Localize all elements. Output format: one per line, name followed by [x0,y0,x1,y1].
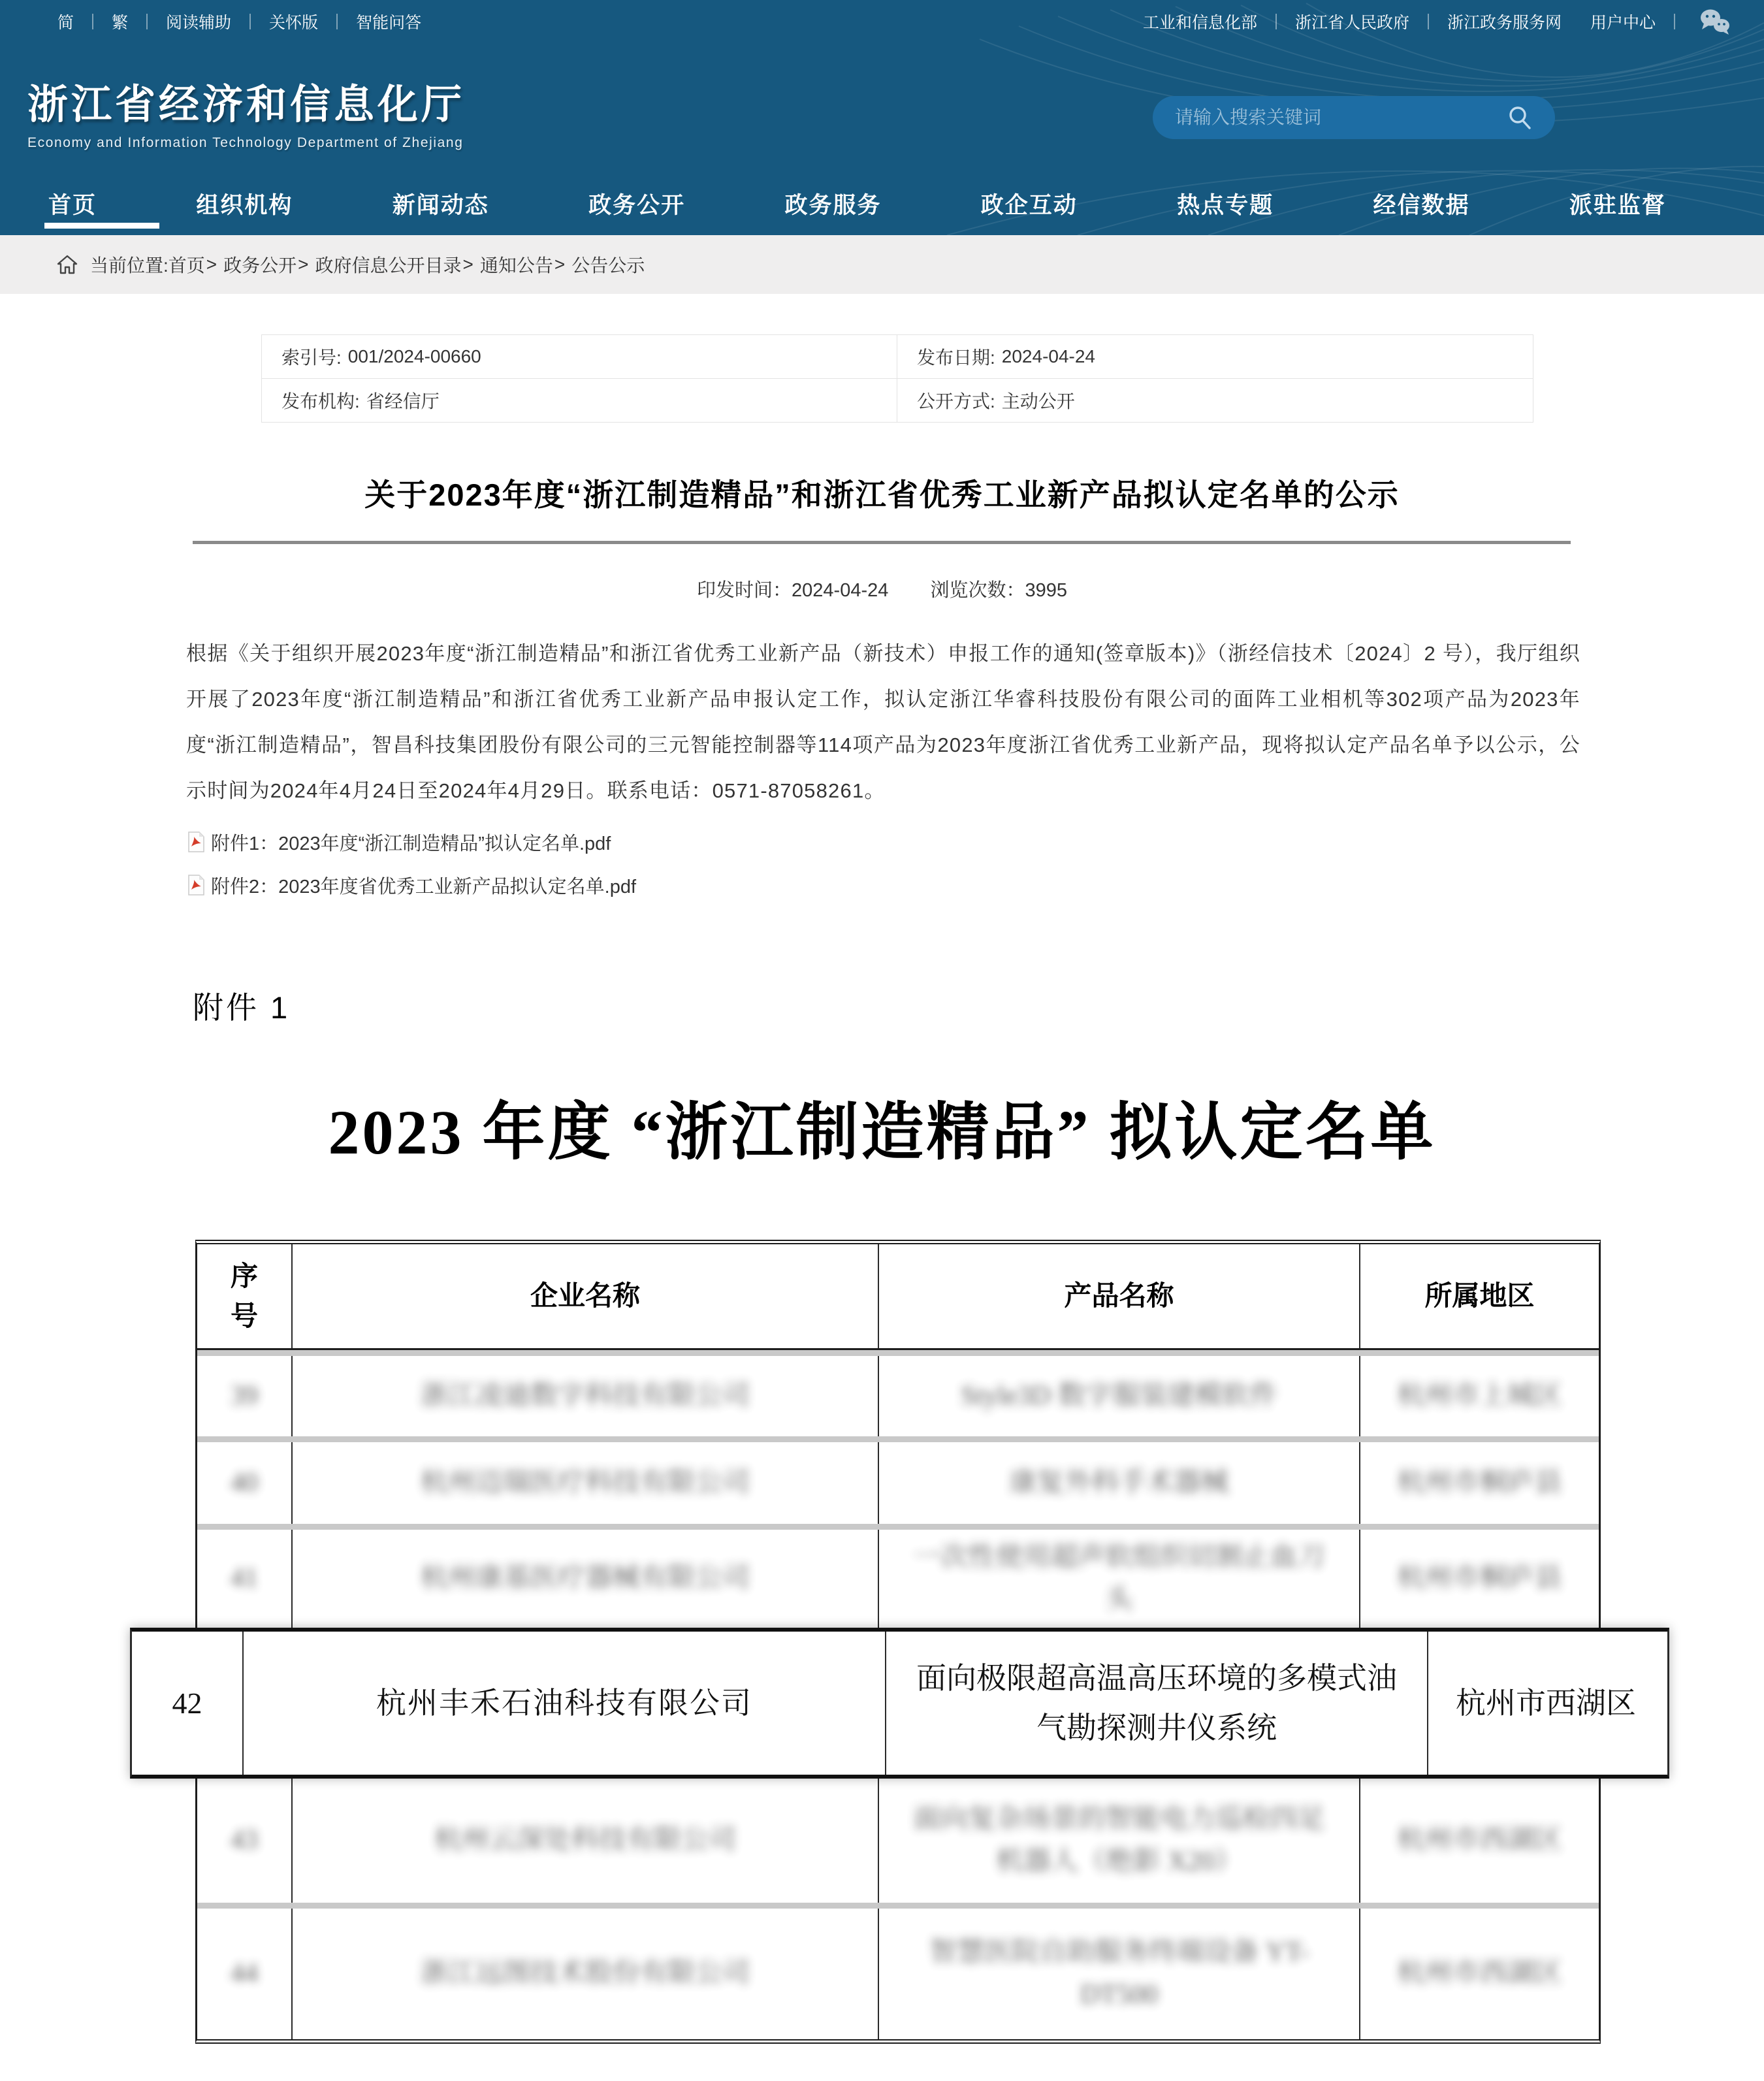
annex-table-header [197,1244,1599,1350]
print-time: 印发时间：2024-04-24 [697,580,889,601]
main-navigation [0,172,1764,235]
nav-item-news[interactable]: 新闻动态 [392,193,489,218]
nav-item-organization[interactable]: 组织机构 [196,193,293,218]
divider [92,14,93,29]
divider [249,14,251,29]
breadcrumb-separator: > [462,254,473,274]
row42-company: 杭州丰禾石油科技有限公司 [244,1632,886,1775]
topbar-link-care-version[interactable]: 关怀版 [269,14,319,32]
document-meta [0,575,1764,602]
topbar-link-zj-gov[interactable]: 浙江省人民政府 [1294,14,1409,32]
table-row-40: 40 杭州迈瑞医疗科技有限公司 康复外科手术器械 杭州市桐庐县 [197,1442,1599,1524]
nav-item-data[interactable]: 经信数据 [1373,193,1470,218]
table-row-43: 43 杭州云深处科技有限公司 面向复杂场景的智能电力巡检四足机器人（绝影 X20） 杭州市西湖区 [197,1779,1599,1903]
table-row-44: 44 浙江远图技术股份有限公司 智慧医院自助服务终端设备 YT-DT500 杭州市西湖区 [197,1909,1599,2039]
row42-product: 面向极限超高温高压环境的多模式油气勘探测井仪系统 [886,1632,1428,1775]
nav-item-home[interactable]: 首页 [48,172,97,235]
topbar-left-links [57,10,421,33]
info-row [262,379,1533,423]
row-seam [197,1524,1599,1530]
search-input[interactable] [1175,107,1507,128]
breadcrumb-label: 当前位置: [90,255,168,276]
breadcrumb-separator: > [554,254,566,274]
annex-label: 附件 1 [193,990,291,1025]
page-title: 关于2023年度“浙江制造精品”和浙江省优秀工业新产品拟认定名单的公示 [364,477,1400,512]
nav-item-gov-services[interactable]: 政务服务 [784,193,882,218]
info-index-number: 索引号: 001/2024-00660 [262,335,897,378]
topbar-link-user-center[interactable]: 用户中心 [1590,14,1656,32]
breadcrumb-info-catalog[interactable]: 政府信息公开目录 [315,255,462,276]
divider [1275,14,1277,29]
breadcrumb-gov-disclosure[interactable]: 政务公开 [223,255,297,276]
nav-item-hot-topics[interactable]: 热点专题 [1177,193,1274,218]
breadcrumb-announcements[interactable]: 公告公示 [571,255,645,276]
title-divider [193,541,1571,544]
row42-region: 杭州市西湖区 [1456,1686,1636,1720]
breadcrumb-separator: > [206,254,217,274]
row-seam [197,1436,1599,1442]
header-region: 所属地区 [1424,1280,1535,1312]
article-body: 根据《关于组织开展2023年度“浙江制造精品”和浙江省优秀工业新产品（新技术）申报工作的通知(签章版本)》（浙经信技术〔2024〕2 号），我厅组织开展了2023年度“浙江制造精品”和浙江省优秀工业新产品申报认定工作，拟认定浙江华睿科技股份有限公司的面阵工业相机等302项产品为2023年度“浙江制造精品”，智昌科技集团股份有限公司的三元智能控制器等114项产品为2023年度浙江省优秀工业新产品，现将拟认定产品名单予以公示，公示时间为2024年4月24日至2024年4月29日。联系电话：0571-87058261。 [186,642,1580,802]
pdf-icon [186,874,206,896]
info-publish-org: 发布机构: 省经信厅 [262,379,897,422]
site-header [0,0,1764,235]
row-seam [197,1903,1599,1909]
topbar-link-traditional[interactable]: 繁 [112,14,129,32]
topbar-right-links [1143,8,1731,35]
search-icon[interactable] [1507,105,1533,131]
attachments [186,820,1764,907]
header-serial: 序号 [197,1244,293,1348]
nav-item-interaction[interactable]: 政企互动 [980,193,1078,218]
info-row [262,335,1533,379]
search-box [1153,96,1555,139]
breadcrumb-separator: > [298,254,309,274]
info-disclosure-mode: 公开方式: 主动公开 [917,391,1075,411]
pdf-icon [186,831,206,853]
nav-item-gov-disclosure[interactable]: 政务公开 [588,193,686,218]
table-row-42-highlighted [130,1628,1669,1779]
document-info-table [261,334,1533,423]
breadcrumb-home[interactable]: 首页 [168,255,205,276]
nav-item-supervision[interactable]: 派驻监督 [1569,193,1666,218]
topbar [0,0,1764,34]
annex-title: 2023 年度 “浙江制造精品” 拟认定名单 [328,1097,1436,1167]
header-product: 产品名称 [879,1244,1360,1348]
view-count: 浏览次数：3995 [930,580,1067,601]
annex-table [172,1240,1636,2044]
site-title: 浙江省经济和信息化厅 [27,82,466,127]
table-row-39: 39 浙江凌迪数字科技有限公司 Style3D 数字服装建模软件 杭州市上城区 [197,1356,1599,1436]
attachment-link-1[interactable]: 附件1：2023年度“浙江制造精品”拟认定名单.pdf [186,820,1764,863]
topbar-link-reading-aid[interactable]: 阅读辅助 [166,14,232,32]
breadcrumb [0,235,1764,294]
row-seam [197,1350,1599,1356]
row42-serial: 42 [132,1632,244,1775]
info-publish-date: 发布日期: 2024-04-24 [917,346,1096,368]
header-company: 企业名称 [293,1244,879,1348]
table-row-41: 41 杭州康基医疗器械有限公司 一次性使用超声软组织切割止血刀头 杭州市桐庐县 [197,1530,1599,1628]
breadcrumb-notices[interactable]: 通知公告 [479,255,553,276]
divider [146,14,148,29]
topbar-link-zj-service[interactable]: 浙江政务服务网 [1447,14,1562,32]
divider [336,14,338,29]
wechat-icon[interactable] [1697,8,1731,35]
topbar-link-simplified[interactable]: 简 [57,14,74,32]
home-icon[interactable] [56,254,78,275]
divider [1428,14,1429,29]
topbar-link-miit[interactable]: 工业和信息化部 [1142,14,1257,32]
topbar-link-smart-qa[interactable]: 智能问答 [356,14,422,32]
attachment-link-2[interactable]: 附件2：2023年度省优秀工业新产品拟认定名单.pdf [186,863,1764,907]
divider [1674,14,1675,29]
site-title-english: Economy and Information Technology Department of Zhejiang [27,135,464,150]
